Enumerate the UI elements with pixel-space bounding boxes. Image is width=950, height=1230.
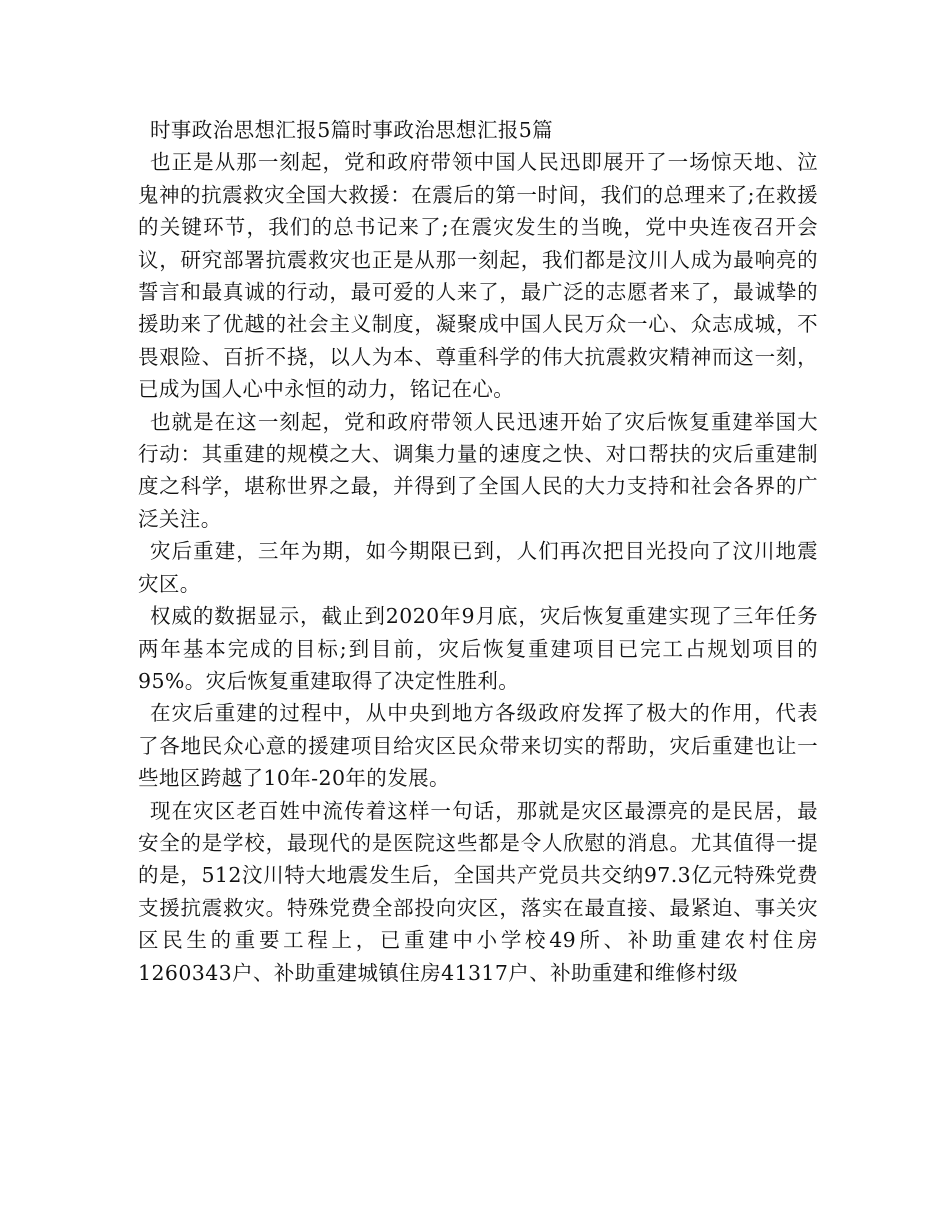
paragraph-1: 也正是从那一刻起，党和政府带领中国人民迅即展开了一场惊天地、泣鬼神的抗震救灾全国大救援：在震后的第一时间，我们的总理来了;在救援的关键环节，我们的总书记来了;在震灾发生的当晚，党中央连夜召开会议，研究部署抗震救灾也正是从那一刻起，我们都是汶川人成为最响亮的誓言和最真诚的行动，最可爱的人来了，最广泛的志愿者来了，最诚挚的援助来了优越的社会主义制度，凝聚成中国人民万众一心、众志成城，不畏艰险、百折不挠，以人为本、尊重科学的伟大抗震救灾精神而这一刻，已成为国人心中永恒的动力，铭记在心。 bbox=[138, 150, 818, 402]
paragraph-5: 在灾后重建的过程中，从中央到地方各级政府发挥了极大的作用，代表了各地民众心意的援建项目给灾区民众带来切实的帮助，灾后重建也让一些地区跨越了10年-20年的发展。 bbox=[138, 701, 818, 791]
paragraph-4: 权威的数据显示，截止到2020年9月底，灾后恢复重建实现了三年任务两年基本完成的目标;到目前，灾后恢复重建项目已完工占规划项目的95%。灾后恢复重建取得了决定性胜利。 bbox=[138, 604, 818, 693]
document-body bbox=[138, 114, 818, 989]
document-title: 时事政治思想汇报5篇时事政治思想汇报5篇 bbox=[150, 118, 554, 142]
paragraph-6: 现在灾区老百姓中流传着这样一句话，那就是灾区最漂亮的是民居，最安全的是学校，最现代的是医院这些都是令人欣慰的消息。尤其值得一提的是，512汶川特大地震发生后，全国共产党员共交纳97.3亿元特殊党费支援抗震救灾。特殊党费全部投向灾区，落实在最直接、最紧迫、事关灾区民生的重要工程上，已重建中小学校49所、补助重建农村住房1260343户、补助重建城镇住房41317户、补助重建和维修村级 bbox=[138, 798, 818, 985]
paragraph-2: 也就是在这一刻起，党和政府带领人民迅速开始了灾后恢复重建举国大行动：其重建的规模之大、调集力量的速度之快、对口帮扶的灾后重建制度之科学，堪称世界之最，并得到了全国人民的大力支持和社会各界的广泛关注。 bbox=[138, 409, 818, 531]
paragraph-3: 灾后重建，三年为期，如今期限已到，人们再次把目光投向了汶川地震灾区。 bbox=[138, 539, 818, 596]
